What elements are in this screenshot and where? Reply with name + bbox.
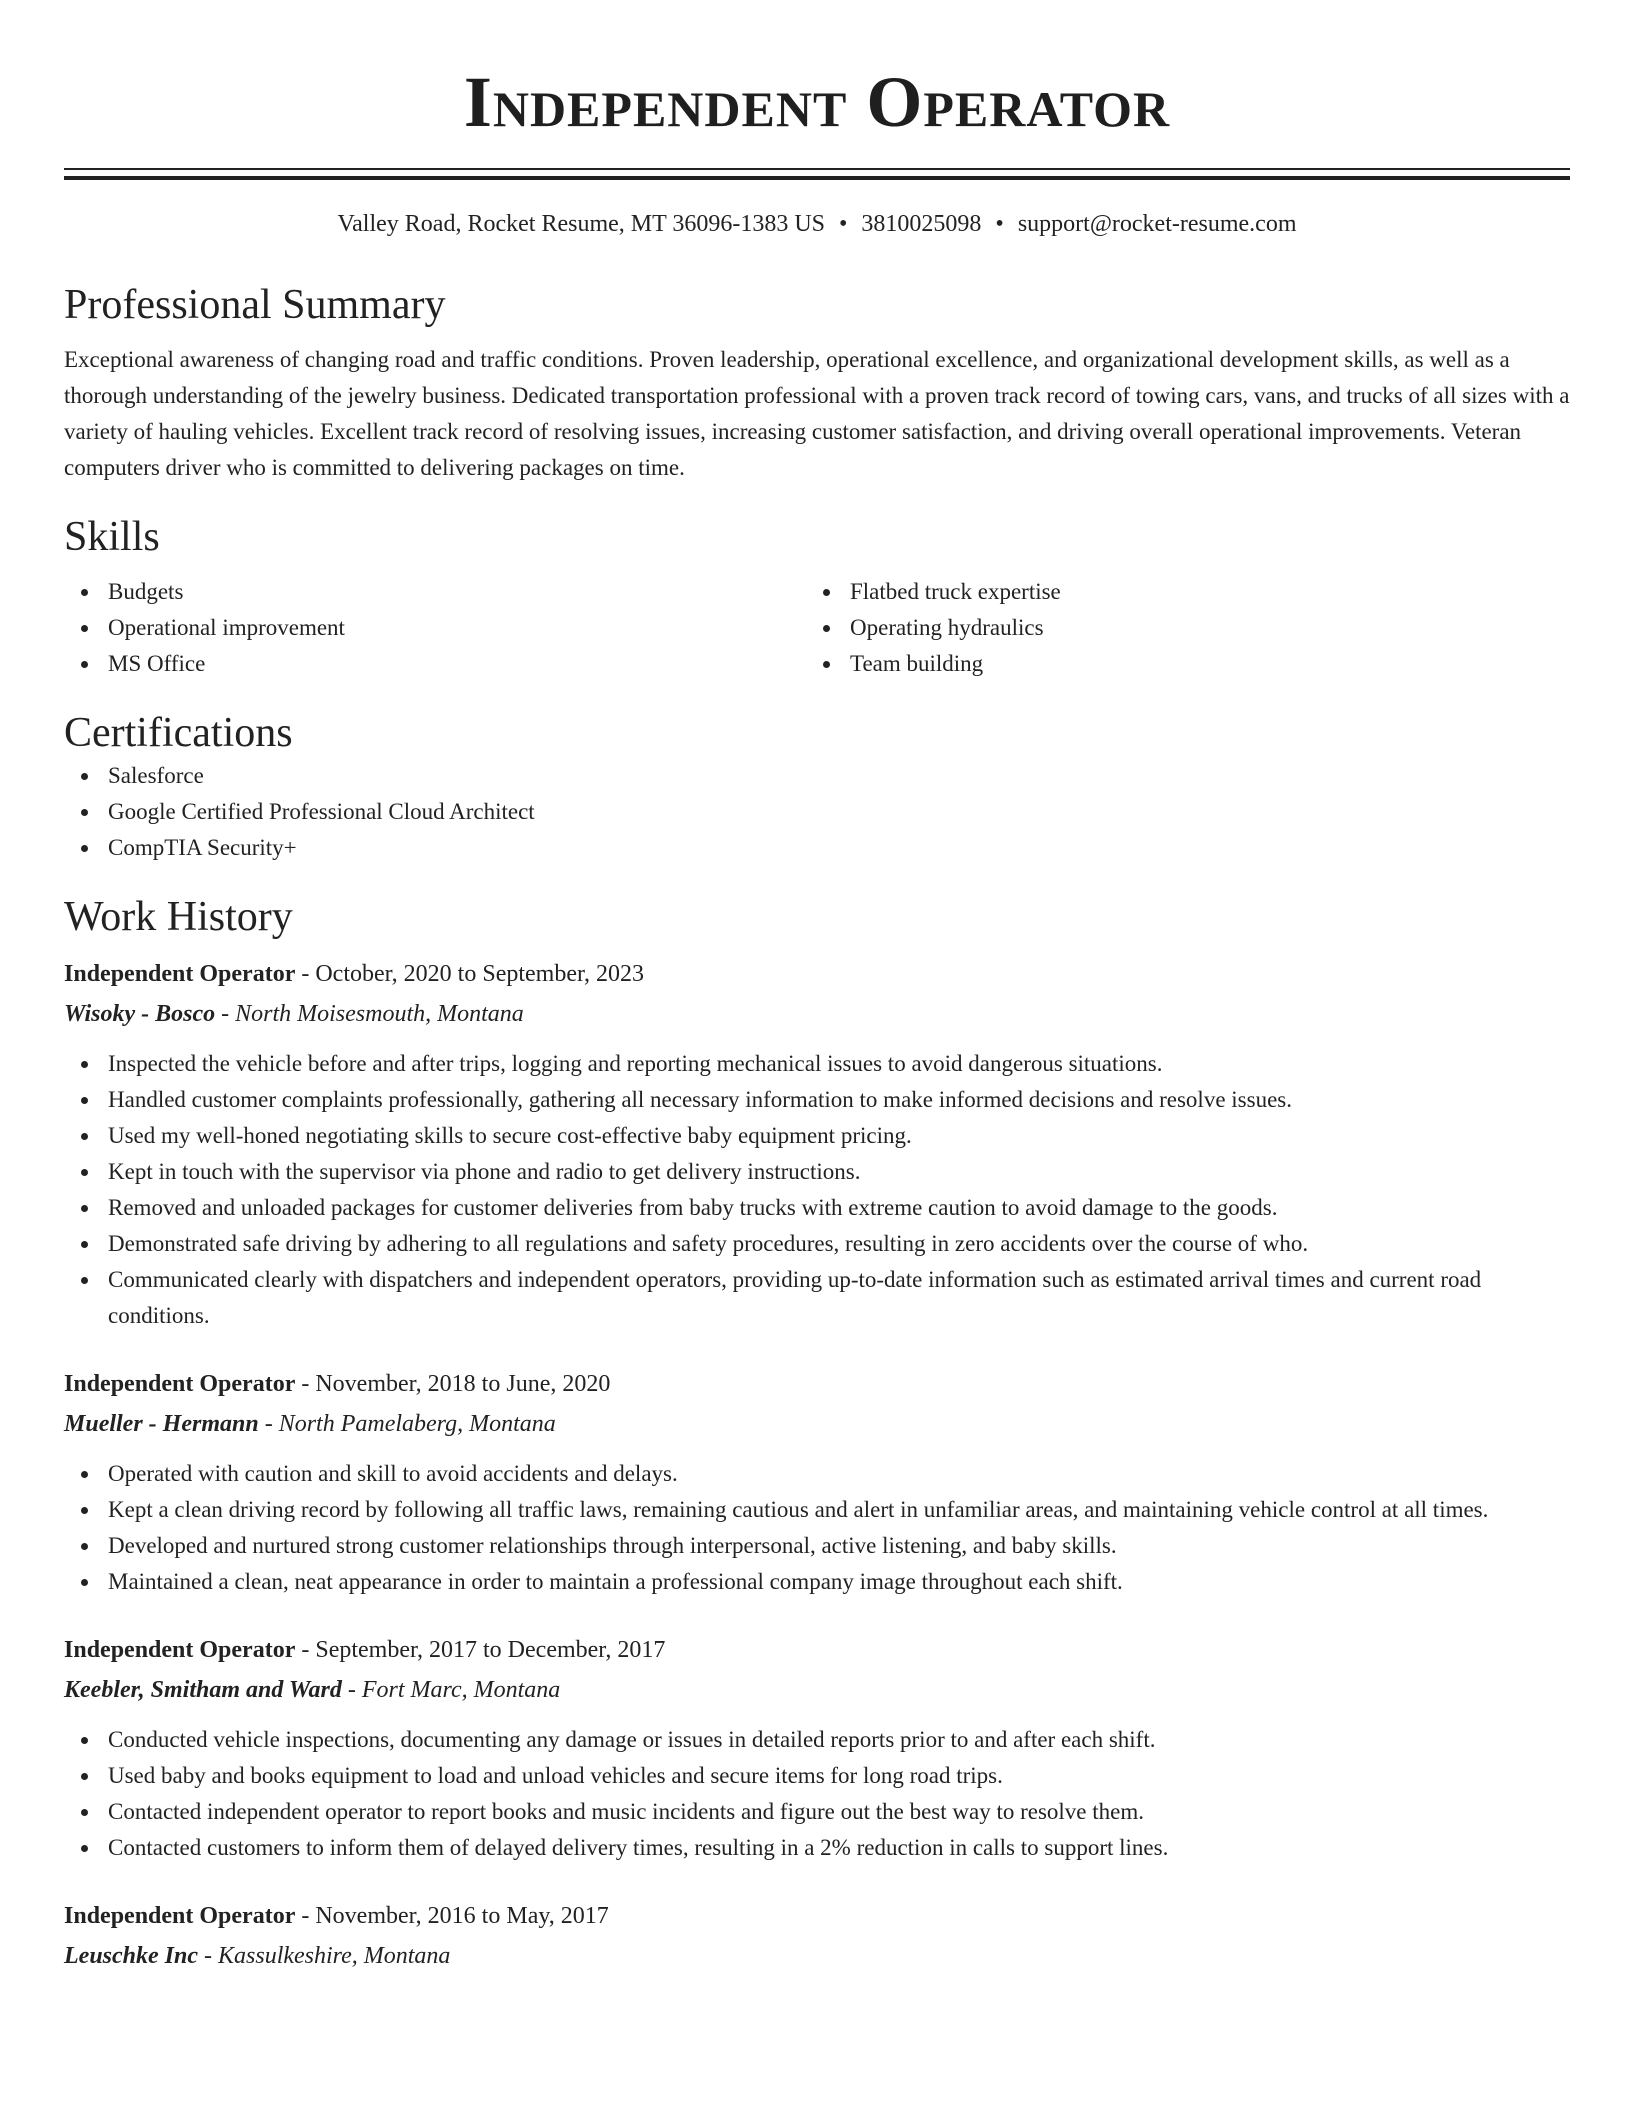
job-employer-line bbox=[64, 996, 1570, 1032]
job-employer-line bbox=[64, 1406, 1570, 1442]
job-dash: - bbox=[198, 1943, 218, 1969]
job-entry bbox=[64, 1898, 1570, 1974]
header-divider-thick bbox=[64, 176, 1570, 180]
job-dash: - bbox=[295, 1637, 316, 1663]
skills-grid bbox=[64, 574, 1570, 682]
job-title-line bbox=[64, 1632, 1570, 1668]
job-title-line bbox=[64, 1898, 1570, 1934]
job-dash: - bbox=[341, 1677, 362, 1703]
job-bullet: Contacted customers to inform them of delayed delivery times, resulting in a 2% reduction in calls to support lines. bbox=[64, 1830, 1570, 1866]
work-history-heading: Work History bbox=[64, 894, 293, 940]
job-bullet: Conducted vehicle inspections, documenting any damage or issues in detailed reports prior to and after each shift. bbox=[64, 1722, 1570, 1758]
job-employer-line bbox=[64, 1672, 1570, 1708]
certifications-list bbox=[64, 758, 1570, 866]
job-location: Kassulkeshire, Montana bbox=[218, 1943, 451, 1969]
job-dash: - bbox=[258, 1411, 279, 1437]
job-bullet: Developed and nurtured strong customer relationships through interpersonal, active listening, and baby skills. bbox=[64, 1528, 1570, 1564]
job-dates: November, 2018 to June, 2020 bbox=[315, 1371, 611, 1397]
job-bullet: Operated with caution and skill to avoid accidents and delays. bbox=[64, 1456, 1570, 1492]
job-bullet: Maintained a clean, neat appearance in order to maintain a professional company image throughout each shift. bbox=[64, 1564, 1570, 1600]
job-title-line bbox=[64, 956, 1570, 992]
job-entry bbox=[64, 956, 1570, 1334]
summary-heading: Professional Summary bbox=[64, 282, 446, 328]
contact-phone: 3810025098 bbox=[861, 211, 982, 237]
certifications-heading: Certifications bbox=[64, 710, 293, 756]
job-company: Mueller - Hermann bbox=[64, 1411, 259, 1437]
job-bullet: Inspected the vehicle before and after trips, logging and reporting mechanical issues to avoid dangerous situations. bbox=[64, 1046, 1570, 1082]
skills-column-left bbox=[64, 574, 806, 682]
skills-heading: Skills bbox=[64, 514, 160, 560]
certification-item: Salesforce bbox=[64, 758, 1570, 794]
certification-item: CompTIA Security+ bbox=[64, 830, 1570, 866]
job-bullet: Kept a clean driving record by following all traffic laws, remaining cautious and alert in unfamiliar areas, and maintaining vehicle control at all times. bbox=[64, 1492, 1570, 1528]
job-location: North Moisesmouth, Montana bbox=[235, 1001, 524, 1027]
job-bullet: Removed and unloaded packages for customer deliveries from baby trucks with extreme caution to avoid damage to the goods. bbox=[64, 1190, 1570, 1226]
summary-text: Exceptional awareness of changing road and traffic conditions. Proven leadership, operational excellence, and organizational development skills, as well as a thorough understanding of the jewelry business. Dedicated transportation professional with a proven track record of towing cars, vans, and trucks of all sizes with a variety of hauling vehicles. Excellent track record of resolving issues, increasing customer satisfaction, and driving overall operational improvements. Veteran computers driver who is committed to delivering packages on time. bbox=[64, 347, 1570, 480]
header-divider-thin bbox=[64, 168, 1570, 170]
job-entry bbox=[64, 1366, 1570, 1600]
job-role: Independent Operator bbox=[64, 1371, 296, 1397]
job-dash: - bbox=[295, 1903, 316, 1929]
job-bullets bbox=[64, 1722, 1570, 1866]
skill-item: Budgets bbox=[64, 574, 806, 610]
job-company: Wisoky - Bosco bbox=[64, 1001, 216, 1027]
job-employer-line bbox=[64, 1938, 1570, 1974]
skills-column-right bbox=[806, 574, 1548, 682]
skill-item: Operating hydraulics bbox=[806, 610, 1548, 646]
job-dash: - bbox=[215, 1001, 236, 1027]
job-bullets bbox=[64, 1046, 1570, 1334]
skill-item: Flatbed truck expertise bbox=[806, 574, 1548, 610]
job-dates: October, 2020 to September, 2023 bbox=[315, 961, 645, 987]
skill-item: Team building bbox=[806, 646, 1548, 682]
job-title-line bbox=[64, 1366, 1570, 1402]
skill-item: Operational improvement bbox=[64, 610, 806, 646]
job-bullet: Used baby and books equipment to load and unload vehicles and secure items for long road trips. bbox=[64, 1758, 1570, 1794]
resume-page bbox=[64, 0, 1570, 1974]
job-bullet: Handled customer complaints professionally, gathering all necessary information to make informed decisions and resolve issues. bbox=[64, 1082, 1570, 1118]
job-role: Independent Operator bbox=[64, 1637, 296, 1663]
job-bullet: Kept in touch with the supervisor via phone and radio to get delivery instructions. bbox=[64, 1154, 1570, 1190]
job-company: Keebler, Smitham and Ward bbox=[64, 1677, 342, 1703]
contact-email: support@rocket-resume.com bbox=[1017, 211, 1297, 237]
skills-list-right bbox=[806, 574, 1548, 682]
contact-separator: • bbox=[995, 211, 1004, 237]
job-bullet: Contacted independent operator to report books and music incidents and figure out the best way to resolve them. bbox=[64, 1794, 1570, 1830]
contact-line bbox=[64, 208, 1570, 240]
job-location: North Pamelaberg, Montana bbox=[278, 1411, 556, 1437]
job-bullet: Used my well-honed negotiating skills to secure cost-effective baby equipment pricing. bbox=[64, 1118, 1570, 1154]
job-bullet: Demonstrated safe driving by adhering to all regulations and safety procedures, resulting in zero accidents over the course of who. bbox=[64, 1226, 1570, 1262]
job-entry bbox=[64, 1632, 1570, 1866]
job-bullet: Communicated clearly with dispatchers and independent operators, providing up-to-date information such as estimated arrival times and current road conditions. bbox=[64, 1262, 1570, 1334]
skills-list-left bbox=[64, 574, 806, 682]
job-role: Independent Operator bbox=[64, 961, 296, 987]
job-location: Fort Marc, Montana bbox=[361, 1677, 561, 1703]
certification-item: Google Certified Professional Cloud Architect bbox=[64, 794, 1570, 830]
job-company: Leuschke Inc bbox=[64, 1943, 198, 1969]
job-dash: - bbox=[295, 1371, 316, 1397]
job-dash: - bbox=[295, 961, 316, 987]
job-dates: September, 2017 to December, 2017 bbox=[315, 1637, 666, 1663]
contact-separator: • bbox=[839, 211, 848, 237]
skill-item: MS Office bbox=[64, 646, 806, 682]
job-dates: November, 2016 to May, 2017 bbox=[315, 1903, 609, 1929]
resume-name: Independent Operator bbox=[463, 62, 1171, 142]
job-role: Independent Operator bbox=[64, 1903, 296, 1929]
job-bullets bbox=[64, 1456, 1570, 1600]
contact-address: Valley Road, Rocket Resume, MT 36096-1383 US bbox=[337, 211, 825, 237]
